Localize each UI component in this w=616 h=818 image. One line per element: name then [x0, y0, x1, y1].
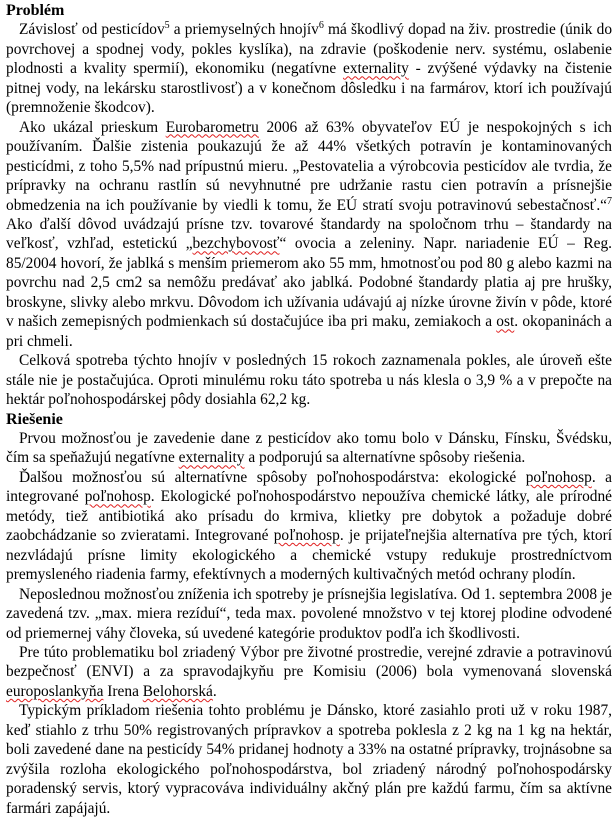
spellcheck-flagged-word[interactable]: ost [496, 313, 515, 331]
paragraph: Celková spotreba týchto hnojív v posledných 15 rokoch zaznamenala pokles, ale úroveň ešte stále nie je postačujúca. Oproti minulému roku táto spotreba u nás klesla o 3,9 % a v prepočte na hektár poľnohospodárskej pôdy dosiahla 62,2 kg. [6, 352, 612, 409]
paragraph: Ako ukázal prieskum Eurobarometru 2006 až 63% obyvateľov EÚ je nespokojných s ich používaním. Ďalšie zistenia poukazujú že až 44% všetkých potravín je kontaminovaných pesticídmi, z toho 5,5% nad prípustnú mieru. „Pestovatelia a výrobcovia pesticídov ale tvrdia, že prípravky na ochranu rastlín sú nevyhnutné pre udržanie rastu cien potravín a prísnejšie obmedzenia na ich používanie by viedli k tomu, že EÚ stratí svoju potravinovú sebestačnosť.“$^7$ Ako ďalší dôvod uvádzajú prísne tzv. tovarové štandardy na spoločnom trhu – štandardy na veľkosť, vzhľad, estetickú „bezchybovosť“ ovocia a zeleniny. Napr. nariadenie EÚ – Reg. 85/2004 hovorí, že jablká s menším priemerom ako 55 mm, hmotnosťou pod 80 g alebo kazmi na povrchu nad 2,5 cm2 sa nemôžu predávať ako jablká. Podobné štandardy platia aj pre hrušky, broskyne, slivky alebo mrkvu. Dôvodom ich užívania udávajú aj nízke úrovne živín v pôde, ktoré v našich zemepisných podmienkach sú dostačujúce iba pri maku, zemiakoch a ost. okopaninách a pri chmeli. [6, 118, 612, 350]
footnote-ref[interactable]: 7 [607, 195, 612, 207]
paragraph: Závislosť od pesticídov$^5$ a priemyselných hnojív$^6$ má škodlivý dopad na živ. prostredie (únik do povrchovej a spodnej vody, pokles kyslíka), na zdravie (poškodenie nerv. systému, oslabenie plodnosti a kvality spermií), ekonomiku (negatívne externality - zvýšené výdavky na čistenie pitnej vody, na lekársku starostlivosť) a v konečnom dôsledku i na farmárov, ktorí ich používajú (premnoženie škodcov). [6, 20, 613, 117]
spellcheck-flagged-word[interactable]: externality [178, 449, 245, 467]
spellcheck-flagged-word[interactable]: bezchybovosť [192, 235, 280, 253]
section-heading: Riešenie [6, 410, 63, 428]
spellcheck-flagged-word[interactable]: Eurobarometru [165, 118, 259, 136]
section-heading: Problém [6, 2, 65, 19]
spellcheck-flagged-word[interactable]: poľnohosp [525, 468, 592, 486]
footnote-ref[interactable]: 6 [318, 20, 324, 32]
spellcheck-flagged-word[interactable]: poľnohosp [273, 527, 340, 545]
paragraph: Pre túto problematiku bol zriadený Výbor pre životné prostredie, verejné zdravie a potravinovú bezpečnosť (ENVI) a za spravodajkyňu pre Komisiu (2006) bola vymenovaná slovenská europoslankyňa Irena Belohorská. [6, 643, 612, 700]
spellcheck-flagged-word[interactable]: externality [342, 60, 409, 78]
paragraph: Neposlednou možnosťou zníženia ich spotreby je prísnejšia legislatíva. Od 1. septembra 2008 je zavedená tzv. „max. miera rezíduí“, teda max. povolené množstvo v tej ktorej plodine odvodené od priemernej váhy človeka, sú uvedené kategórie produktov podľa ich škodlivosti. [6, 585, 612, 642]
section-problem [6, 1, 612, 410]
paragraph: Ďalšou možnosťou sú alternatívne spôsoby poľnohospodárstva: ekologické poľnohosp. a integrované poľnohosp. Ekologické poľnohospodárstvo nepoužíva chemické látky, ale prírodné metódy, tiež antibiotiká ako prísadu do krmiva, klietky pre dobytok a požaduje dobré zaobchádzanie so zvieratami. Integrované poľnohosp. je prijateľnejšia alternatíva pre tých, ktorí nezvládajú prísne limity ekologického a chemické vstupy redukuje prostredníctvom premysleného riadenia farmy, efektívnych a moderných kultivačných metód ochrany plodín. [6, 468, 613, 584]
section-solution [6, 410, 612, 818]
spellcheck-flagged-word[interactable]: Belohorská [142, 682, 213, 700]
paragraph: Typickým príkladom riešenia tohto problému je Dánsko, ktoré zasiahlo proti už v roku 1987, keď stiahlo z trhu 50% registrovaných prípravkov a spotreba poklesla z 2 kg na 1 kg na hektár, boli zavedené dane na pesticídy 54% pridanej hodnoty a 33% na ostatné prípravky, trojnásobne sa zvýšila rozloha ekologického poľnohospodárstva, bol zriadený národný poľnohospodársky poradenský servis, ktorý vypracováva individuálny akčný plán pre každú farmu, čím sa aktívne farmári zapájajú. [6, 702, 612, 817]
paragraph: Prvou možnosťou je zavedenie dane z pesticídov ako tomu bolo v Dánsku, Fínsku, Švédsku, čím sa speňažujú negatívne externality a podporujú sa alternatívne spôsoby riešenia. [6, 429, 612, 467]
spellcheck-flagged-word[interactable]: europoslankyňa [6, 682, 104, 700]
footnote-ref[interactable]: 5 [164, 20, 170, 32]
spellcheck-flagged-word[interactable]: poľnohosp [84, 488, 151, 506]
